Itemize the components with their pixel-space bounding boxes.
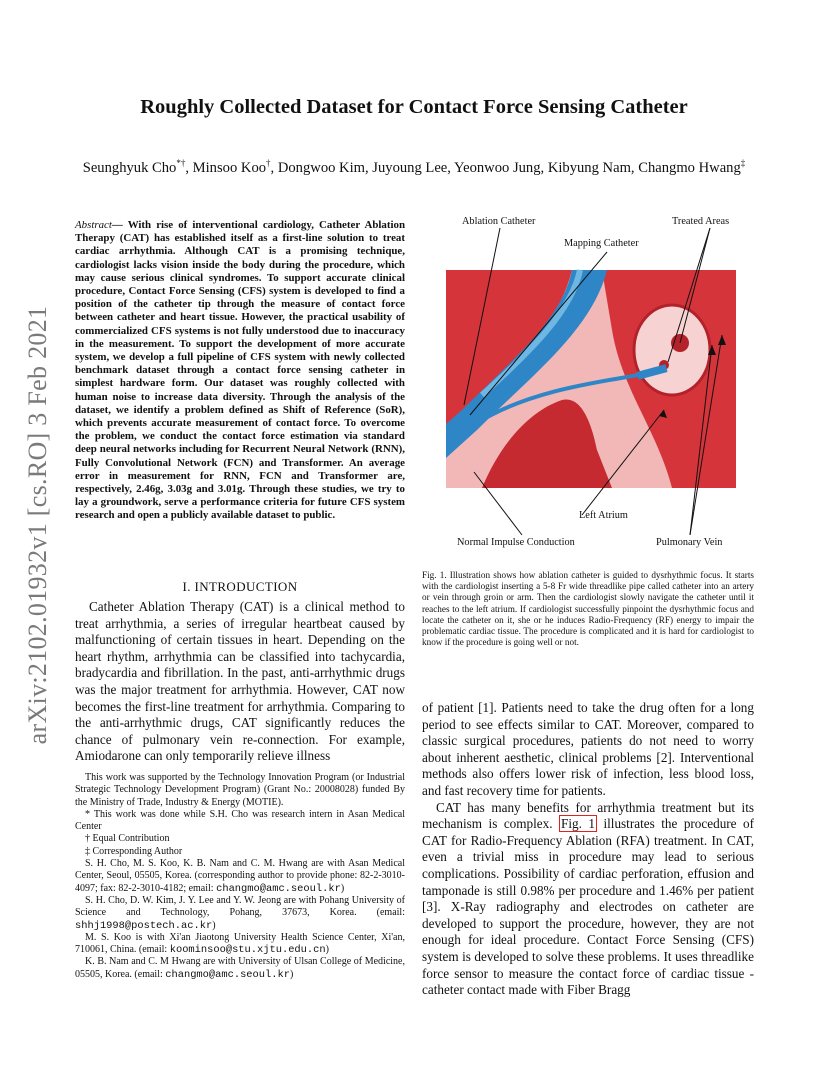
author-2-mark: †: [266, 158, 271, 168]
intro-paragraph-2: [422, 800, 754, 999]
footnote-affiliation-4: [75, 956, 405, 981]
intro-paragraph: Catheter Ablation Therapy (CAT) is a clinical method to treat arrhythmia, a series of irregular heartbeat caused by malfunctioning of certain tissues in heart. Depending on the heart rhythm, arrhythmia can be classified into tachycardia, bradycardia and fibrillation. In the past, anti-arrhythmic drugs was the major treatment for arrhythmia. However, CAT now becomes the first-line treatment for arrhythmia. Comparing to the anti-arrhythmic drugs, CAT significantly reduces the chance of pulmonary vein re-connection. For example, Amiodarone can only temporarily relieve illness: [75, 599, 405, 764]
label-normal-impulse: Normal Impulse Conduction: [457, 537, 575, 548]
arxiv-sidebar: [22, 295, 54, 755]
footnote-text: ): [325, 944, 329, 956]
footnote-equal: † Equal Contribution: [85, 833, 170, 845]
abstract-label: Abstract: [75, 219, 112, 231]
figure-1: [422, 210, 752, 555]
author-2: Minsoo Koo: [192, 159, 267, 176]
heart-illustration: [422, 210, 752, 555]
paragraph-text: CAT has many benefits for arrhythmia treatment but its mechanism is complex.: [422, 799, 754, 832]
figure-caption: Fig. 1. Illustration shows how ablation catheter is guided to dysrhythmic focus. It starts with the cardiologist inserting a 5-8 Fr wide threadlike pipe called catheter into an artery or vein through groin or arm. Then the cardiologist slowly navigate the catheter until it reaches to the left atrium. If cardiologist successfully pinpoint the dysrhythmic focus and locate the catheter on it, she or he induces Radio-Frequency (RF) energy to impair the problematic cardiac tissue. The procedure is complicated and it is hard for cardiologist to know if the procedure is going well or not.: [422, 570, 754, 648]
footnote-text: ): [289, 968, 294, 980]
footnote-text: S. H. Cho, D. W. Kim, J. Y. Lee and Y. W. Jeong are with Pohang University of Science and Technology, Pohang, 37673, Korea. (email:: [75, 894, 405, 919]
footnote-affiliation-3: [75, 932, 405, 957]
author-list: [0, 158, 828, 177]
arxiv-id: arXiv:2102.01932v1 [cs.RO] 3 Feb 2021: [23, 305, 52, 745]
footnote-funding: This work was supported by the Technology Innovation Program (or Industrial Strategic Technology Development Program) (Grant No.: 20008028) funded By the Ministry of Trade, Industry & Energy (MOTIE).: [75, 772, 405, 808]
footnote-affiliation-2: [75, 895, 405, 932]
email-link[interactable]: changmo@amc.seoul.kr: [165, 968, 290, 981]
paragraph-text: illustrates the procedure of CAT for Radio-Frequency Ablation (RFA) treatment. In CAT, even a trivial miss in procedure may lead to serious complications. Possibility of cardiac perforation, effusion and tamponade is still 0.98% per procedure and 1.46% per patient [3]. X-Ray radiography and electrodes on catheter are developed to support the procedure, however, they are not enough for ideal procedure. Contact Force Sensing (CFS) system is developed to solve these problems. It uses threadlike force sensor to measure the contact force of cardiac tissue - catheter contact made with Fiber Bragg: [422, 816, 755, 998]
footnote-text: M. S. Koo is with Xi'an Jiaotong University Health Science Center, Xi'an, 710061, China. (email:: [75, 931, 405, 956]
intro-right-column: [422, 700, 754, 999]
author-separator: ,: [270, 159, 278, 176]
label-mapping-catheter: Mapping Catheter: [564, 238, 639, 249]
footnote-text: S. H. Cho, M. S. Koo, K. B. Nam and C. M. Hwang are with Asan Medical Center, Seoul, 05505, Korea. (corresponding author to provide phone: 82-2-3010-4097; fax: 82-2-3010-4182; email:: [75, 858, 405, 894]
author-rest: Dongwoo Kim, Juyoung Lee, Yeonwoo Jung, Kibyung Nam, Changmo Hwang: [277, 159, 741, 176]
abstract-dash: —: [111, 219, 123, 231]
footnote-text: ): [340, 882, 345, 894]
footnote-corresponding: ‡ Corresponding Author: [85, 845, 183, 857]
footnote-affiliation-1: [75, 858, 405, 895]
abstract-text: With rise of interventional cardiology, Catheter Ablation Therapy (CAT) has established itself as a first-line solution to treat cardiac arrhythmia. Although CAT is a promising technique, cardiologist lacks vision inside the body during the procedure, which may cause serious clinical syndromes. To support accurate clinical procedure, Contact Force Sensing (CFS) system is developed to find a position of the catheter tip through the measure of contact force between catheter and heart tissue. However, the practical usability of commercialized CFS systems is not fully understood due to inaccuracy in the measurement. To support the development of more accurate system, we develop a full pipeline of CFS system with newly collected benchmark dataset through a contact force sensing catheter in simplest hardware form. Our dataset was roughly collected with human noise to increase data diversity. Through the analysis of the dataset, we identify a problem defined as Shift of Reference (SoR), which prevents accurate measurement of contact force. To overcome the problem, we conduct the contact force estimation via standard deep neural networks including for Recurrent Neural Network (RNN), Fully Convolutional Network (FCN) and Transformer. An average error in measurement for RNN, FCN and Transformer are, respectively, 2.46g, 3.03g and 3.01g. Through these studies, we try to lay a groundwork, serve a performance criteria for future CFS system research and open a publicly available dataset to public.: [75, 219, 406, 522]
author-1: Seunghyuk Cho: [82, 159, 177, 176]
label-pulmonary-vein: Pulmonary Vein: [656, 537, 723, 548]
footnotes: [75, 772, 405, 981]
section-heading: I. INTRODUCTION: [182, 579, 298, 594]
abstract: [75, 219, 405, 523]
label-treated-areas: Treated Areas: [672, 216, 730, 227]
email-link[interactable]: koominsoo@stu.xjtu.edu.cn: [169, 944, 326, 957]
email-link[interactable]: shhj1998@postech.ac.kr: [75, 919, 213, 932]
label-ablation-catheter: Ablation Catheter: [462, 216, 536, 227]
email-link[interactable]: changmo@amc.seoul.kr: [216, 882, 341, 895]
intro-left-column: [75, 599, 405, 765]
author-1-mark: *†: [176, 158, 186, 168]
paper-title: Roughly Collected Dataset for Contact Force Sensing Catheter: [140, 96, 688, 118]
footnote-intern: * This work was done while S.H. Cho was research intern in Asan Medical Center: [75, 808, 405, 833]
author-separator: ,: [185, 159, 193, 176]
label-left-atrium: Left Atrium: [579, 510, 628, 521]
author-rest-mark: ‡: [740, 158, 746, 168]
intro-paragraph-continued: of patient [1]. Patients need to take the drug often for a long period to see effects similar to CAT. Moreover, compared to classic surgical procedures, patients do not need to worry about inherent aesthetic, clinical problems [2]. Interventional methods also offers lower risk of infection, less blood loss, and fast recovery time for patients.: [422, 700, 754, 798]
footnote-text: K. B. Nam and C. M Hwang are with University of Ulsan College of Medicine, 05505, Korea. (email:: [75, 956, 405, 980]
figure-reference-link[interactable]: Fig. 1: [561, 816, 595, 832]
footnote-text: ): [212, 919, 216, 931]
